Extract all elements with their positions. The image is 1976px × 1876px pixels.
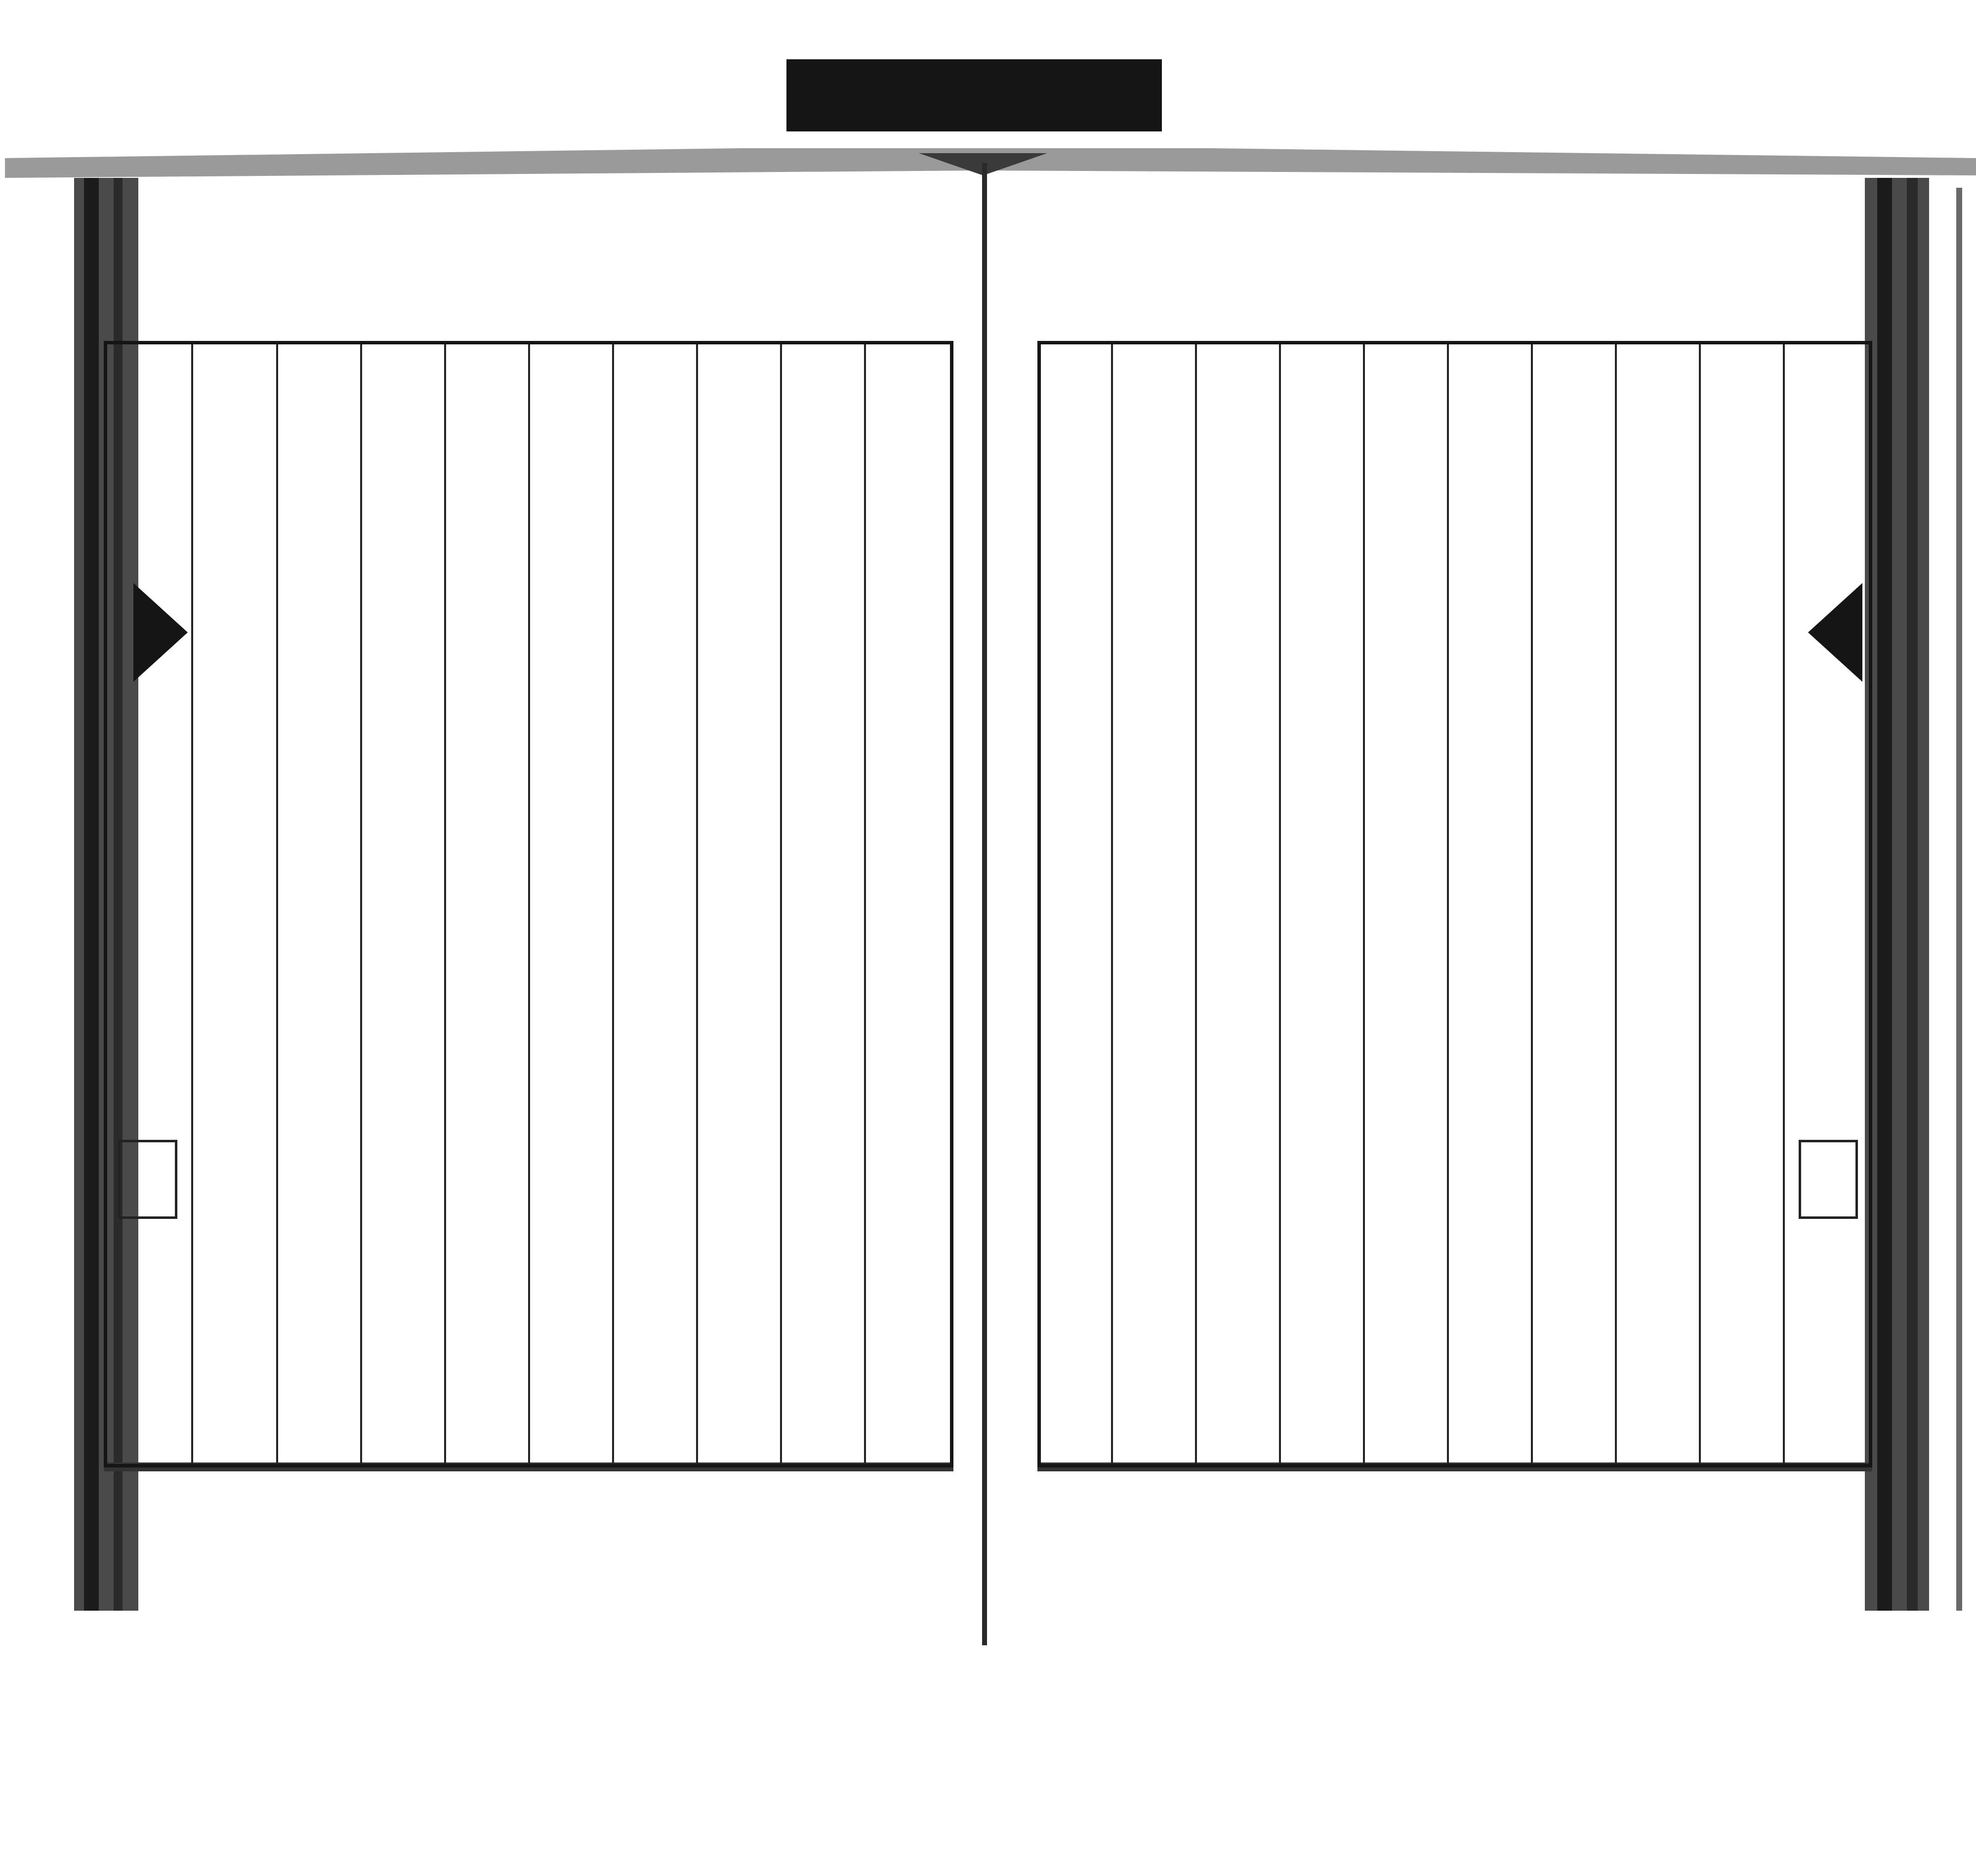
right-page-text-block (1037, 341, 1872, 1467)
microfilm-frame-label (786, 59, 1162, 131)
column-rule (1447, 344, 1449, 1464)
right-col-6-note (1324, 779, 1360, 1036)
column-rule (1699, 344, 1701, 1464)
right-col-3-note (1576, 493, 1612, 670)
right-col-4-note (1492, 779, 1528, 1253)
left-col-9-note (193, 776, 267, 924)
column-rule (1531, 344, 1533, 1464)
right-col-2-note (1660, 631, 1696, 799)
right-col-8-note (1156, 838, 1192, 1046)
right-col-9-note (1072, 730, 1108, 917)
column-rule (1195, 344, 1197, 1464)
right-col-7-note (1240, 838, 1276, 1165)
column-rule (1363, 344, 1365, 1464)
column-rule (1615, 344, 1617, 1464)
right-page-folio (1799, 1140, 1858, 1219)
right-col-5-note (1408, 843, 1444, 932)
column-rule (1111, 344, 1113, 1464)
column-rule (1279, 344, 1281, 1464)
left-page-lower-columns (104, 341, 953, 1467)
right-col-1-note (1745, 631, 1781, 1728)
column-rule (1783, 344, 1785, 1464)
